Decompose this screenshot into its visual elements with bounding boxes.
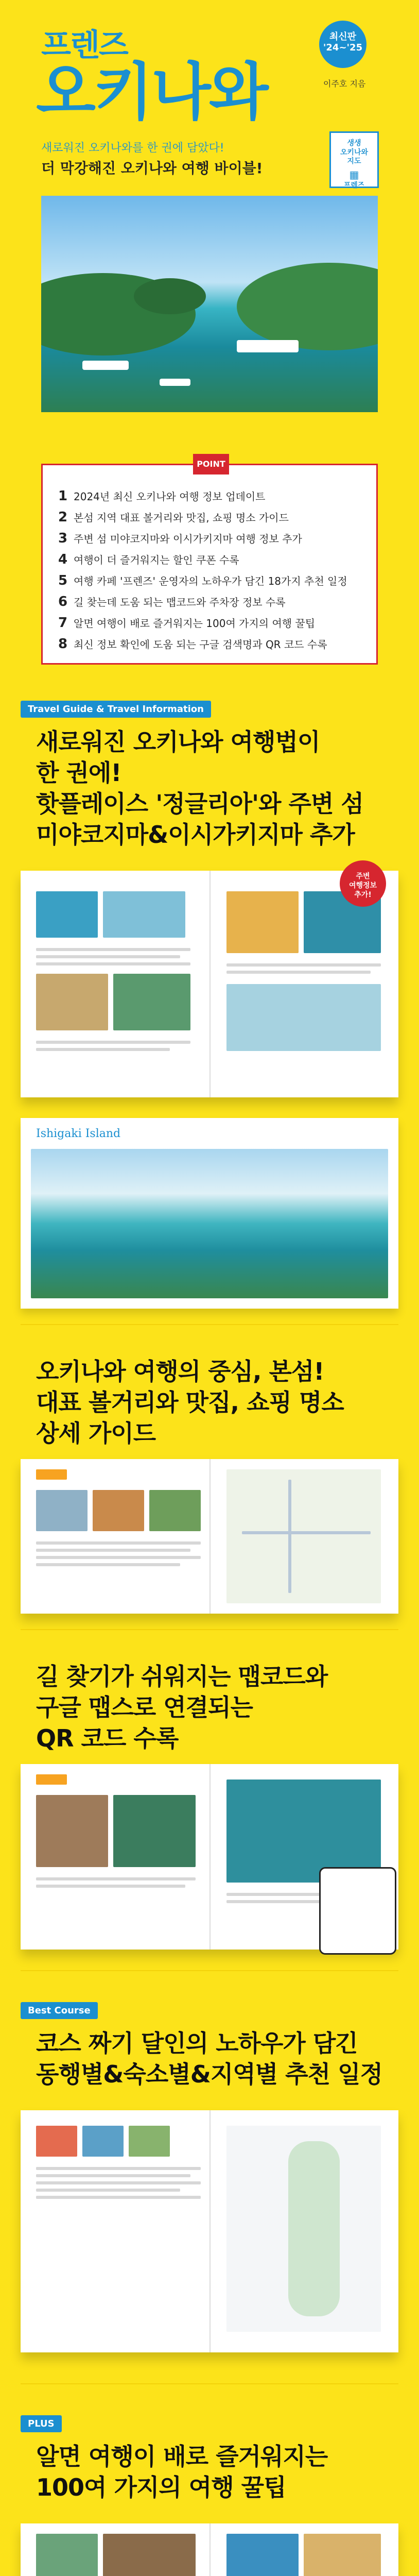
point-number: 3 <box>58 531 68 546</box>
section-title: 오키나와 여행의 중심, 본섬! 대표 볼거리와 맛집, 쇼핑 명소 상세 가이드 <box>36 1358 344 1447</box>
point-text: 2024년 최신 오키나와 여행 정보 업데이트 <box>74 490 266 503</box>
point-item <box>58 634 361 655</box>
section-title: 알면 여행이 배로 즐거워지는 100여 가지의 여행 꿀팁 <box>36 2443 328 2501</box>
badge-line-3: 지도 <box>347 157 361 165</box>
section-travel-guide <box>0 665 419 1324</box>
point-box <box>41 459 378 665</box>
author: 이주호 지음 <box>323 79 366 89</box>
section-main-island <box>0 1325 419 1629</box>
point-text: 알면 여행이 배로 즐거워지는 100여 가지의 여행 꿀팁 <box>74 617 316 630</box>
book-spread-map <box>21 1459 398 1614</box>
tagline-main: 더 막강해진 오키나와 여행 바이블! <box>41 160 263 177</box>
point-number: 1 <box>58 488 68 504</box>
point-number: 6 <box>58 594 68 609</box>
badge-line-4: 프렌즈 <box>343 181 365 190</box>
series-name: 프렌즈 <box>41 27 128 63</box>
map-badge <box>329 131 379 188</box>
badge-line-2: 오키나와 <box>340 148 369 157</box>
hero-section <box>0 0 419 464</box>
section-mapcode <box>0 1630 419 1970</box>
point-text: 여행이 더 즐거워지는 할인 쿠폰 수록 <box>74 554 239 566</box>
point-number: 7 <box>58 615 68 631</box>
section-plus-tips <box>0 2384 419 2576</box>
info-added-sticker: 주변 여행정보 추가! <box>340 860 386 907</box>
section-title: 새로워진 오키나와 여행법이 한 권에! 핫플레이스 '정글리아'와 주변 섬 미야코지마&이시가키지마 추가 <box>36 728 363 849</box>
edition-badge <box>319 21 366 68</box>
point-item <box>58 570 361 591</box>
badge-line-1: 생생 <box>347 139 361 147</box>
point-item <box>58 528 361 549</box>
tagline-sub: 새로워진 오키나와를 한 권에 담았다! <box>41 142 224 155</box>
point-text: 주변 섬 미야코지마와 이시가키지마 여행 정보 추가 <box>74 533 302 545</box>
edition-years: '24~'25 <box>323 42 363 53</box>
point-number: 5 <box>58 573 68 588</box>
point-text: 여행 카페 '프렌즈' 운영자의 노하우가 담긴 18가지 추천 일정 <box>74 575 347 587</box>
point-heading: POINT <box>193 454 229 474</box>
section-label: Travel Guide & Travel Information <box>21 701 211 718</box>
point-text: 최신 정보 확인에 도움 되는 구글 검색명과 QR 코드 수록 <box>74 638 327 651</box>
book-spread-island <box>21 871 398 1097</box>
point-item <box>58 613 361 634</box>
book-spread-course <box>21 2110 398 2352</box>
book-head: Ishigaki Island <box>36 1127 121 1140</box>
point-number: 8 <box>58 636 68 652</box>
point-item <box>58 507 361 528</box>
section-label: PLUS <box>21 2415 62 2432</box>
section-title: 코스 짜기 달인의 노하우가 담긴 동행별&숙소별&지역별 추천 일정 <box>36 2029 382 2088</box>
point-item <box>58 549 361 570</box>
section-title: 길 찾기가 쉬워지는 맵코드와 구글 맵스로 연결되는 QR 코드 수록 <box>36 1663 328 1752</box>
edition-label: 최신판 <box>329 31 357 42</box>
point-number: 2 <box>58 510 68 525</box>
point-list <box>43 465 376 655</box>
point-item <box>58 486 361 507</box>
section-best-course <box>0 1971 419 2383</box>
phone-mockup <box>319 1867 396 1955</box>
point-item <box>58 591 361 613</box>
point-text: 본섬 지역 대표 볼거리와 맛집, 쇼핑 명소 가이드 <box>74 512 289 524</box>
cover-photo <box>41 196 378 412</box>
section-label: Best Course <box>21 2002 98 2019</box>
book-spread-tips <box>21 2523 398 2576</box>
map-icon: ▦ <box>349 168 359 181</box>
book-spread-ishigaki <box>21 1118 398 1309</box>
book-title: 오키나와 <box>36 57 267 128</box>
point-number: 4 <box>58 552 68 567</box>
point-text: 길 찾는데 도움 되는 맵코드와 주차장 정보 수록 <box>74 596 286 608</box>
